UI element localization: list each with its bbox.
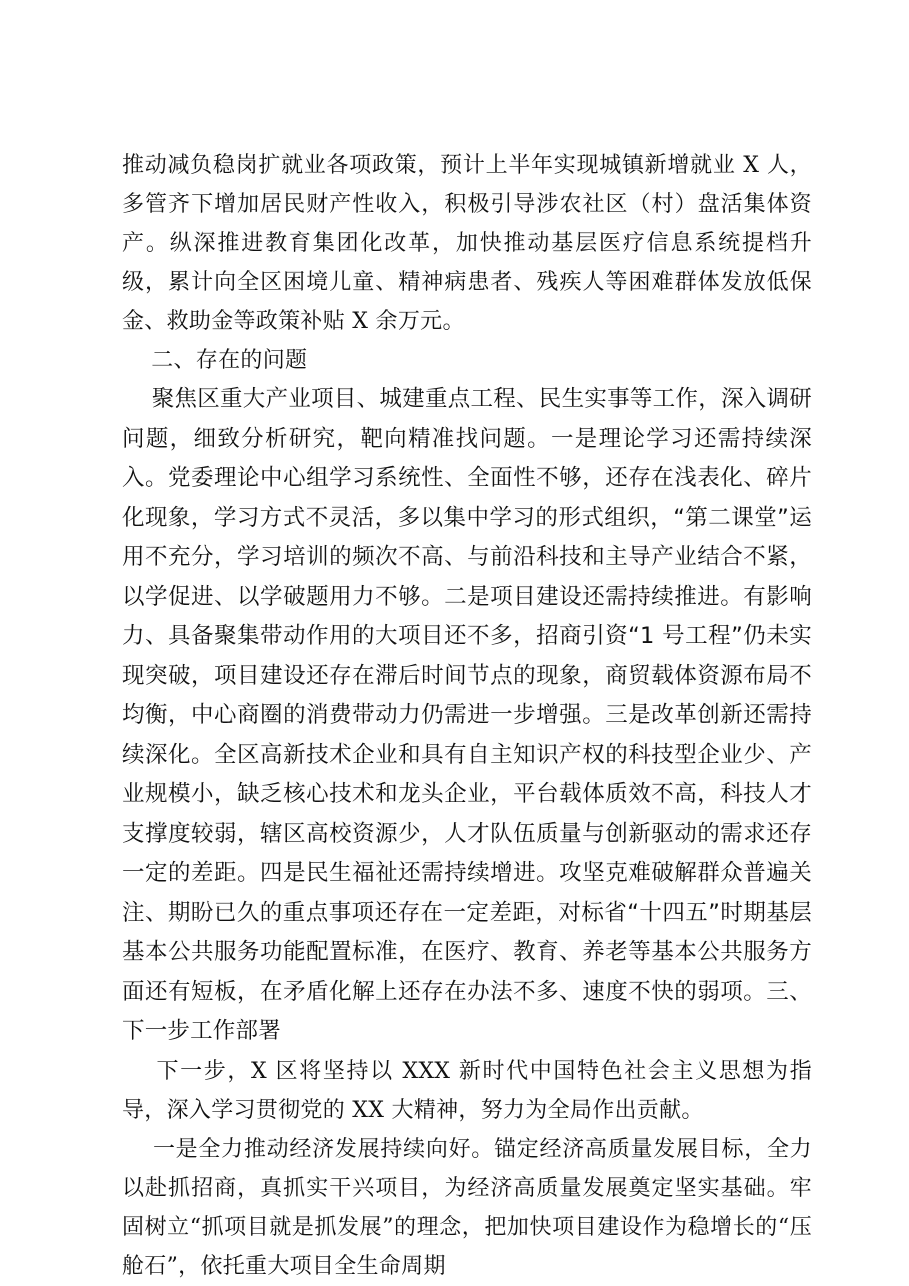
- paragraph-economic-development: 一是全力推动经济发展持续向好。锚定经济高质量发展目标，全力以赴抓招商，真抓实干兴项目，为经济高质量发展奠定坚实基础。牢固树立“抓项目就是抓发展”的理念，把加快项目建设作为稳增长的“压舱石”，依托重大项目全生命周期: [122, 1136, 812, 1279]
- paragraph-employment-policy: 推动减负稳岗扩就业各项政策，预计上半年实现城镇新增就业 X 人，多管齐下增加居民财产性收入，积极引导涉农社区（村）盘活集体资产。纵深推进教育集团化改革，加快推动基层医疗信息系统提档升级，累计向全区困境儿童、精神病患者、残疾人等困难群体发放低保金、救助金等政策补贴 X 余万元。: [122, 153, 812, 334]
- paragraph-next-steps-intro: 下一步，X 区将坚持以 XXX 新时代中国特色社会主义思想为指导，深入学习贯彻党的 XX 大精神，努力为全局作出贡献。: [122, 1058, 812, 1123]
- section-heading-existing-problems: 二、存在的问题: [122, 348, 308, 373]
- document-body: [122, 146, 812, 1286]
- paragraph-problems-analysis: 聚焦区重大产业项目、城建重点工程、民生实事等工作，深入调研问题，细致分析研究，靶向精准找问题。一是理论学习还需持续深入。党委理论中心组学习系统性、全面性不够，还存在浅表化、碎片化现象，学习方式不灵活，多以集中学习的形式组织，“第二课堂”运用不充分，学习培训的频次不高、与前沿科技和主导产业结合不紧，以学促进、以学破题用力不够。二是项目建设还需持续推进。有影响力、具备聚集带动作用的大项目还不多，招商引资“1 号工程”仍未实现突破，项目建设还存在滞后时间节点的现象，商贸载体资源布局不均衡，中心商圈的消费带动力仍需进一步增强。三是改革创新还需持续深化。全区高新技术企业和具有自主知识产权的科技型企业少、产业规模小，缺乏核心技术和龙头企业，平台载体质效不高，科技人才支撑度较弱，辖区高校资源少，人才队伍质量与创新驱动的需求还存一定的差距。四是民生福祉还需持续增进。攻坚克难破解群众普遍关注、期盼已久的重点事项还存在一定差距，对标省“十四五”时期基层基本公共服务功能配置标准，在医疗、教育、养老等基本公共服务方面还有短板，在矛盾化解上还存在办法不多、速度不快的弱项。三、下一步工作部署: [122, 386, 812, 1044]
